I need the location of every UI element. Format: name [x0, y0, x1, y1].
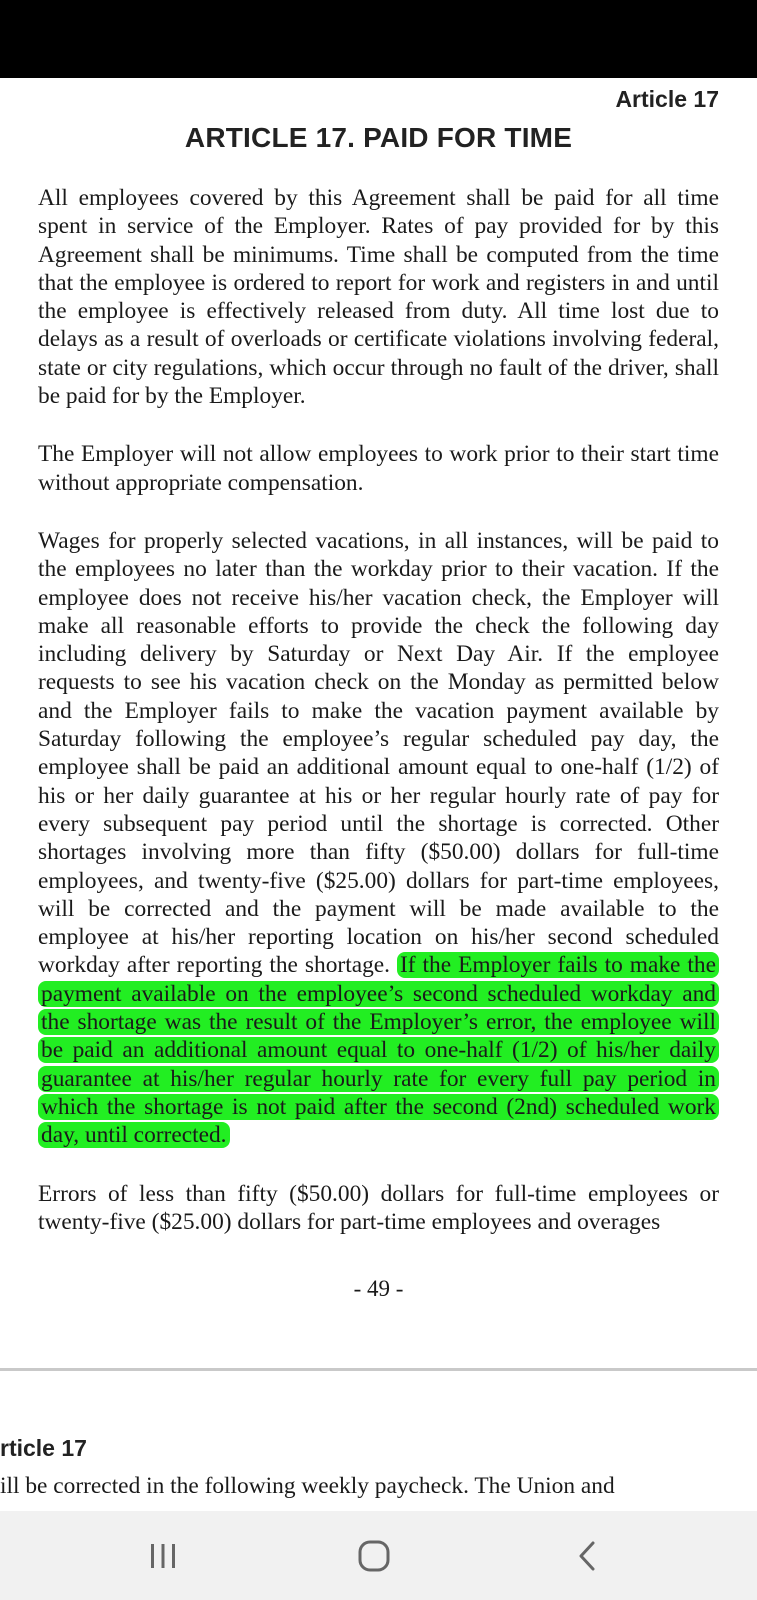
- running-header: Article 17: [615, 86, 719, 112]
- page-title: ARTICLE 17. PAID FOR TIME: [184, 122, 573, 153]
- status-bar: [0, 0, 757, 78]
- highlighted-text[interactable]: If the Employer fails to make the payment available on the employee’s second scheduled workday and the shortage was the result of the Employer’s error, the employee will be paid an additional amount equal to one-half (1/2) of his/her daily guarantee at his/her regular hourly rate for every full pay period in which the shortage is not paid after the second (2nd) scheduled work day, until corrected.: [38, 952, 719, 1148]
- paragraph-4: Errors of less than fifty ($50.00) dollars for full-time employees or twenty-five ($25.00) dollars for part-time employees and overages: [38, 1180, 719, 1235]
- page-number: - 49 -: [353, 1276, 404, 1301]
- body-text: [38, 184, 719, 1266]
- paragraph-1: All employees covered by this Agreement shall be paid for all time spent in service of the Employer. Rates of pay provided for by this Agreement shall be minimums. Time shall be computed from the time that the employee is ordered to report for work and registers in and until the employee is effectively released from duty. All time lost due to delays as a result of overloads or certificate violations involving federal, state or city regulations, which occur through no fault of the driver, shall be paid for by the Employer.: [38, 185, 719, 410]
- back-button[interactable]: [557, 1533, 617, 1579]
- navigation-bar: [0, 1511, 757, 1600]
- paragraph-3-text: Wages for properly selected vacations, in all instances, will be paid to the employees no later than the workday prior to their vacation. If the employee does not receive his/her vacation check, the Employer will make all reasonable efforts to provide the check the following day including delivery by Saturday or Next Day Air. If the employee requests to see his vacation check on the Monday as permitted below and the Employer fails to make the vacation payment available by Saturday following the employee’s regular scheduled pay day, the employee shall be paid an additional amount equal to one-half (1/2) of his or her daily guarantee at his or her regular hourly rate of pay for every subsequent pay period until the shortage is corrected. Other shortages involving more than fifty ($50.00) dollars for full-time employees, and twenty-five ($25.00) dollars for part-time employees, will be corrected and the payment will be made available to the employee at his/her reporting location on his/her second scheduled workday after reporting the shortage.: [38, 527, 719, 979]
- next-page-running-header: rticle 17: [0, 1435, 87, 1461]
- home-button[interactable]: [344, 1533, 404, 1579]
- next-page-preview: [0, 1371, 757, 1511]
- home-icon: [357, 1539, 391, 1573]
- back-icon: [575, 1540, 599, 1572]
- paragraph-2: The Employer will not allow employees to work prior to their start time without appropriate compensation.: [38, 441, 719, 496]
- document-page: [0, 78, 757, 1370]
- recent-apps-icon: [148, 1542, 178, 1570]
- recent-apps-button[interactable]: [133, 1533, 193, 1579]
- next-page-text-line: ill be corrected in the following weekly paycheck. The Union and: [0, 1473, 615, 1499]
- paragraph-3: [38, 527, 719, 1150]
